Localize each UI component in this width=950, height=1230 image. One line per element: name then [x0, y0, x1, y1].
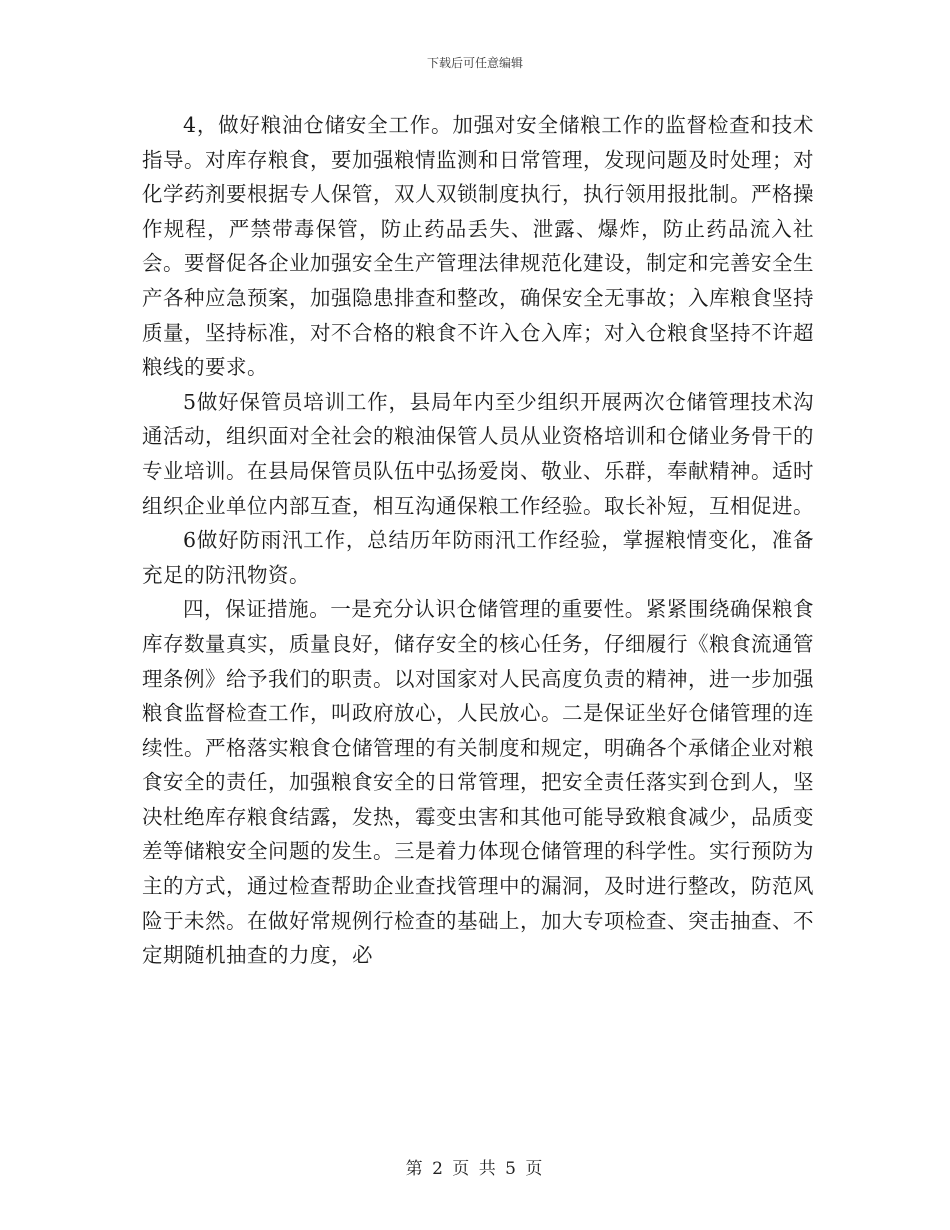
page-header-note: 下载后可任意编辑: [426, 56, 523, 70]
paragraph-flood-prevention: 6做好防雨汛工作，总结历年防雨汛工作经验，掌握粮情变化，准备充足的防汛物资。: [142, 528, 814, 587]
paragraph-guarantee-measures: 四，保证措施。一是充分认识仓储管理的重要性。紧紧围绕确保粮食库存数量真实，质量良好，储存安全的核心任务，仔细履行《粮食流通管理条例》给予我们的职责。以对国家对人民高度负责的精神，进一步加强粮食监督检查工作，叫政府放心，人民放心。二是保证坐好仓储管理的连续性。严格落实粮食仓储管理的有关制度和规定，明确各个承储企业对粮食安全的责任，加强粮食安全的日常管理，把安全责任落实到仓到人，坚决杜绝库存粮食结露，发热，霉变虫害和其他可能导致粮食减少，品质变差等储粮安全问题的发生。三是着力体现仓储管理的科学性。实行预防为主的方式，通过检查帮助企业查找管理中的漏洞，及时进行整改，防范风险于未然。在做好常规例行检查的基础上，加大专项检查、突击抽查、不定期随机抽查的力度，必: [142, 597, 814, 968]
paragraph-grain-storage-safety: 4，做好粮油仓储安全工作。加强对安全储粮工作的监督检查和技术指导。对库存粮食，要加强粮情监测和日常管理，发现问题及时处理；对化学药剂要根据专人保管，双人双锁制度执行，执行领用报批制。严格操作规程，严禁带毒保管，防止药品丢失、泄露、爆炸，防止药品流入社会。要督促各企业加强安全生产管理法律规范化建设，制定和完善安全生产各种应急预案，加强隐患排查和整改，确保安全无事故；入库粮食坚持质量，坚持标准，对不合格的粮食不许入仓入库；对入仓粮食坚持不许超粮线的要求。: [142, 113, 814, 380]
paragraph-keeper-training: 5做好保管员培训工作，县局年内至少组织开展两次仓储管理技术沟通活动，组织面对全社会的粮油保管人员从业资格培训和仓储业务骨干的专业培训。在县局保管员队伍中弘扬爱岗、敬业、乐群，奉献精神。适时组织企业单位内部互查，相互沟通保粮工作经验。取长补短，互相促进。: [142, 389, 814, 518]
document-body: [142, 108, 814, 973]
page-number: 第 2 页 共 5 页: [405, 1159, 545, 1179]
